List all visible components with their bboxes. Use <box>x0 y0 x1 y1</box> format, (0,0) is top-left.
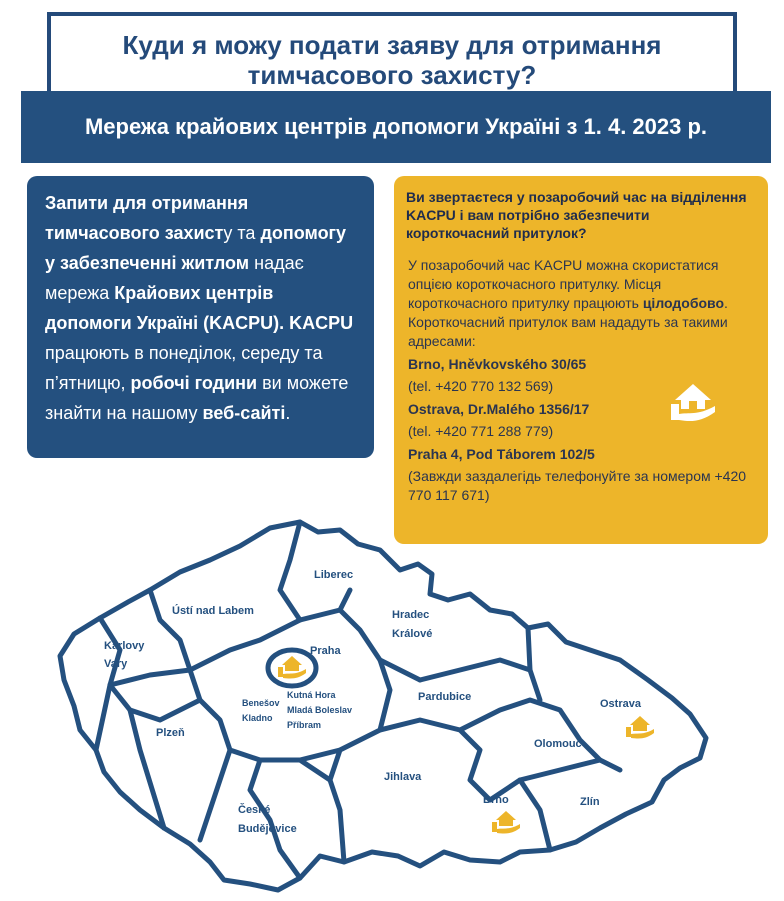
region-label-karlovy: Karlovy <box>104 640 145 652</box>
region-border <box>380 720 490 800</box>
info-text: надає мережа <box>45 253 304 303</box>
title-frame <box>47 12 737 96</box>
info-card-text <box>45 188 360 428</box>
phone-brno[interactable]: (tel. +420 770 132 569) <box>408 378 554 394</box>
shelter-intro-text: У позаробочий час KACPU можна скористатися опцією короткочасного притулку. Місця короткочасного притулку працюють <box>408 257 719 311</box>
info-text-bold: допомогу у забезпеченні житлом <box>45 223 347 273</box>
region-label-usti: Ústí nad Labem <box>172 605 254 617</box>
region-label-plzen: Plzeň <box>156 727 185 739</box>
region-border <box>150 590 190 670</box>
shelter-question: Ви звертаєтеся у позаробочий час на відділення KACPU і вам потрібно забезпечити короткочасний притулок? <box>406 189 747 241</box>
house-hand-icon <box>667 374 719 426</box>
region-label-mlada: Mladá Boleslav <box>287 705 353 715</box>
subtitle-text: Мережа крайових центрів допомоги Україні з 1. 4. 2023 р. <box>84 114 708 139</box>
house-hand-icon <box>626 716 654 738</box>
house-hand-icon <box>492 811 520 833</box>
region-border <box>300 760 330 780</box>
region-label-hradec: Hradec <box>392 609 430 621</box>
region-border <box>520 780 550 850</box>
address-praha: Praha 4, Pod Táborem 102/5 <box>408 446 595 462</box>
region-label-jihlava: Jihlava <box>384 771 422 783</box>
info-text: працюють в понеділок, середу та п’ятницю, <box>45 343 323 393</box>
czech-regions-map <box>0 510 784 896</box>
shelter-note: (Завжди заздалегідь телефонуйте за номером +420 770 117 671) <box>408 468 747 503</box>
shelter-intro-bold: цілодобово <box>642 295 725 311</box>
info-text-bold: Крайових центрів допомоги Україні (KACPU). <box>45 283 285 333</box>
info-text-bold: Запити для отримання тимчасового захист <box>45 193 249 243</box>
website-link[interactable]: веб-сайті <box>202 403 286 423</box>
region-label-pardubice: Pardubice <box>418 691 472 703</box>
region-label-ostrava: Ostrava <box>600 698 641 710</box>
address-brno: Brno, Hněvkovského 30/65 <box>408 356 587 372</box>
info-text: ви можете знайти на нашому <box>45 373 349 423</box>
region-label-ceske: České <box>238 804 271 816</box>
region-border <box>280 522 300 620</box>
region-label-praha: Praha <box>310 645 341 657</box>
map-svg <box>0 510 784 896</box>
region-label-benesov: Benešov <box>242 698 280 708</box>
region-label-hradec: Králové <box>392 628 433 640</box>
region-border <box>330 750 344 862</box>
info-text-bold: KACPU <box>289 313 354 333</box>
region-label-kutna: Kutná Hora <box>287 690 336 700</box>
address-ostrava: Ostrava, Dr.Malého 1356/17 <box>408 401 590 417</box>
region-label-zlin: Zlín <box>580 796 600 808</box>
region-border <box>420 628 530 680</box>
region-label-karlovy: Vary <box>104 658 128 670</box>
region-label-olomouc: Olomouc <box>534 738 582 750</box>
page-title: Куди я можу подати заяву для отримання тимчасового захисту? <box>122 30 662 90</box>
region-label-liberec: Liberec <box>314 569 354 581</box>
info-text: у та <box>223 223 261 243</box>
region-label-brno: Brno <box>483 794 509 806</box>
region-label-pribram: Příbram <box>287 720 322 730</box>
shelter-card <box>394 176 768 544</box>
region-border <box>200 750 230 840</box>
region-border <box>530 670 540 700</box>
info-card <box>27 176 374 458</box>
region-label-ceske: Budějovice <box>238 823 297 835</box>
region-label-kladno: Kladno <box>242 713 273 723</box>
subtitle-banner <box>21 91 771 163</box>
region-border <box>250 760 300 878</box>
shelter-intro-text: . Короткочасний притулок вам нададуть за такими адресами: <box>408 295 728 349</box>
phone-ostrava[interactable]: (tel. +420 771 288 779) <box>408 423 554 439</box>
shelter-intro <box>408 256 738 351</box>
region-border <box>110 685 200 720</box>
info-text: . <box>285 403 291 423</box>
working-hours-link: робочі години <box>130 373 258 393</box>
